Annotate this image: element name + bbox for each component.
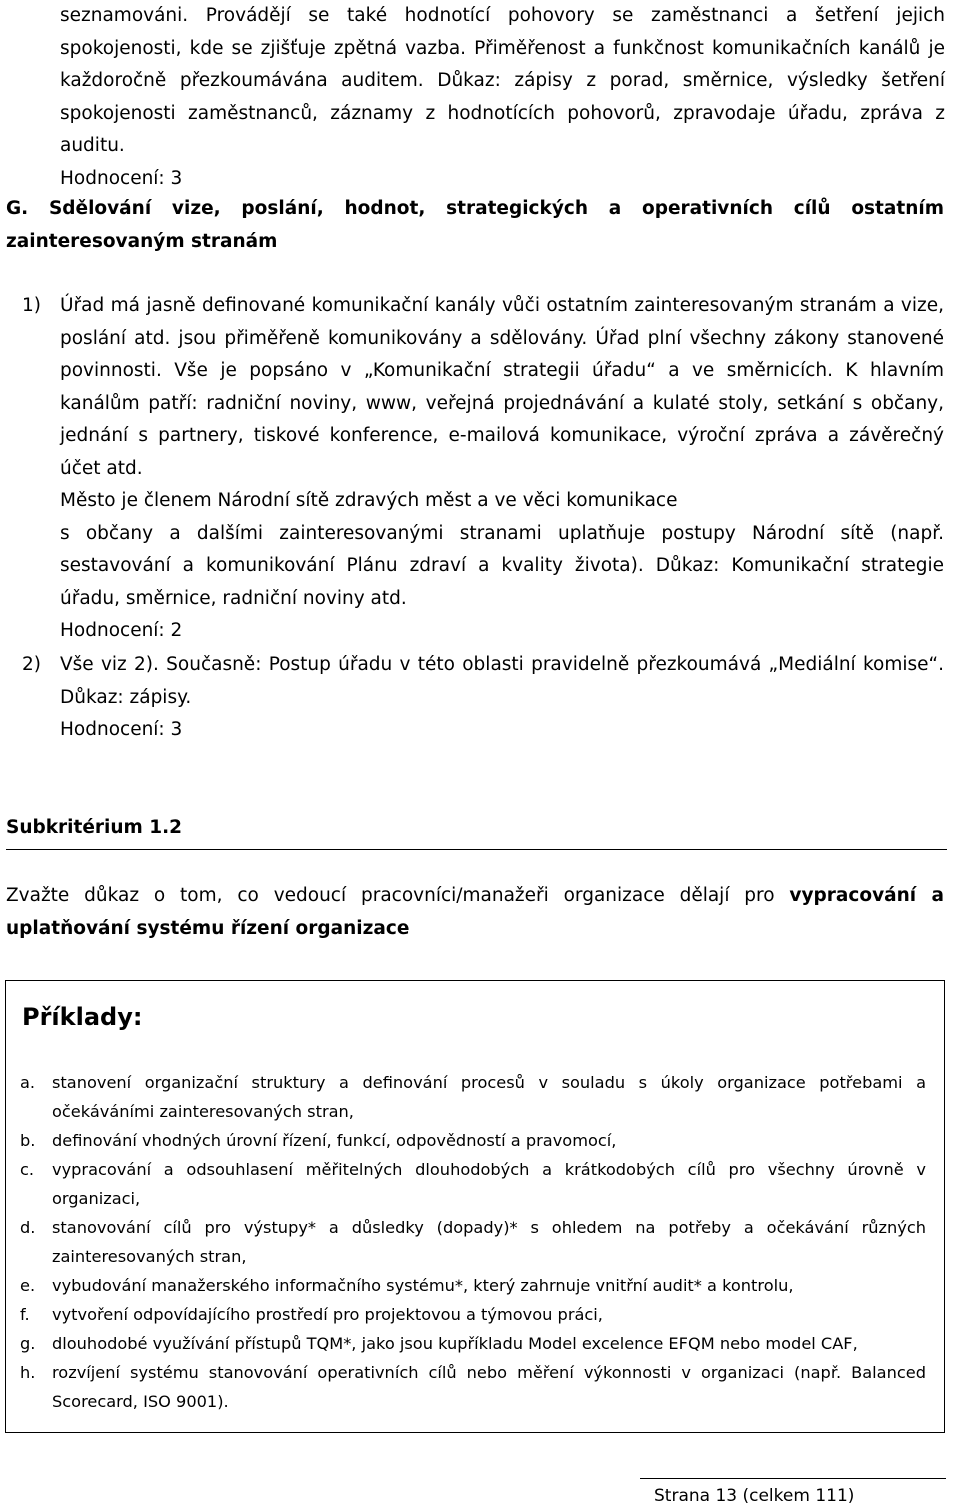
list-item-text: vypracování a odsouhlasení měřitelných dlouhodobých a krátkodobých cílů pro všechny úrovně v organizaci, (52, 1160, 926, 1208)
consider-bold-text: vypracování a uplatňování systému řízení organizace (6, 885, 945, 939)
item-paragraph-3: s občany a dalšími zainteresovanými stranami uplatňuje postupy Národní sítě (např. sestavování a komunikování Plánu zdraví a kvality života). Důkaz: Komunikační strategie úřadu, směrnice, radniční noviny atd. (60, 522, 944, 609)
examples-box (5, 980, 945, 1433)
item-body (60, 649, 944, 747)
item-number: 2) (22, 654, 41, 675)
list-item-text: definování vhodných úrovní řízení, funkcí, odpovědností a pravomocí, (52, 1131, 617, 1150)
item-rating: Hodnocení: 2 (60, 620, 183, 641)
list-marker: c. (20, 1160, 35, 1179)
list-item (20, 1068, 926, 1126)
list-marker: e. (20, 1276, 36, 1295)
list-item (20, 1155, 926, 1213)
list-item (20, 1271, 926, 1300)
examples-title: Příklady: (22, 1003, 143, 1031)
list-item-text: dlouhodobé využívání přístupů TQM*, jako jsou kupříkladu Model excelence EFQM nebo model CAF, (52, 1334, 858, 1353)
subcriterion-consider-text (6, 880, 944, 945)
list-item-text: stanovování cílů pro výstupy* a důsledky (dopady)* s ohledem na potřeby a očekávání různých zainteresovaných stran, (52, 1218, 926, 1266)
list-item (20, 1358, 926, 1416)
intro-paragraph: seznamováni. Provádějí se také hodnotící pohovory se zaměstnanci a šetření jejich spokojenosti, kde se zjišťuje zpětná vazba. Přiměřenost a funkčnost komunikačních kanálů je každoročně přezkoumávána auditem. Důkaz: zápisy z porad, směrnice, výsledky šetření spokojenosti zaměstnanců, záznamy z hodnotících pohovorů, zpravodaje úřadu, zpráva z auditu. (60, 5, 945, 156)
list-item-text: rozvíjení systému stanovování operativních cílů nebo měření výkonnosti v organizaci (např. Balanced Scorecard, ISO 9001). (52, 1363, 926, 1411)
list-marker: a. (20, 1073, 36, 1092)
list-item (20, 1329, 926, 1358)
section-g-heading: G. Sdělování vize, poslání, hodnot, strategických a operativních cílů ostatním zainteresovaným stranám (6, 198, 944, 252)
list-item (20, 1126, 926, 1155)
footer-divider (640, 1478, 946, 1479)
list-item (20, 1213, 926, 1271)
numbered-item-2 (22, 649, 944, 747)
item-rating: Hodnocení: 3 (60, 719, 183, 740)
examples-list (20, 1068, 926, 1416)
page-number: Strana 13 (celkem 111) (654, 1486, 855, 1506)
list-marker: b. (20, 1131, 36, 1150)
numbered-item-1 (22, 290, 944, 648)
item-body (60, 290, 944, 648)
list-marker: f. (20, 1305, 30, 1324)
list-marker: g. (20, 1334, 36, 1353)
subcriterion-title: Subkritérium 1.2 (6, 817, 183, 838)
list-item-text: vybudování manažerského informačního systému*, který zahrnuje vnitřní audit* a kontrolu, (52, 1276, 794, 1295)
list-item-text: vytvoření odpovídajícího prostředí pro projektovou a týmovou práci, (52, 1305, 603, 1324)
list-marker: h. (20, 1363, 36, 1382)
consider-normal-text: Zvažte důkaz o tom, co vedoucí pracovníci/manažeři organizace dělají pro (6, 885, 790, 906)
intro-rating: Hodnocení: 3 (60, 167, 183, 189)
subcriterion-divider (6, 849, 947, 850)
item-paragraph: Úřad má jasně definované komunikační kanály vůči ostatním zainteresovaným stranám a vize, poslání atd. jsou přiměřeně komunikovány a sdělovány. Úřad plní všechny zákony stanovené povinnosti. Vše je popsáno v „Komunikační strategii úřadu“ a ve směrnicích. K hlavním kanálům patří: radniční noviny, www, veřejná projednávání a kulaté stoly, setkání s občany, jednání s partnery, tiskové konference, e-mailová komunikace, výroční zpráva a závěrečný účet atd. (60, 295, 944, 479)
item-paragraph-2: Město je členem Národní sítě zdravých měst a ve věci komunikace (60, 490, 678, 511)
list-item-text: stanovení organizační struktury a definování procesů v souladu s úkoly organizace potřebami a očekáváními zainteresovaných stran, (52, 1073, 926, 1121)
list-item (20, 1300, 926, 1329)
list-marker: d. (20, 1218, 36, 1237)
item-paragraph: Vše viz 2). Současně: Postup úřadu v této oblasti pravidelně přezkoumává „Mediální komise“. Důkaz: zápisy. (60, 654, 944, 708)
item-number: 1) (22, 295, 41, 316)
intro-section (60, 0, 945, 195)
